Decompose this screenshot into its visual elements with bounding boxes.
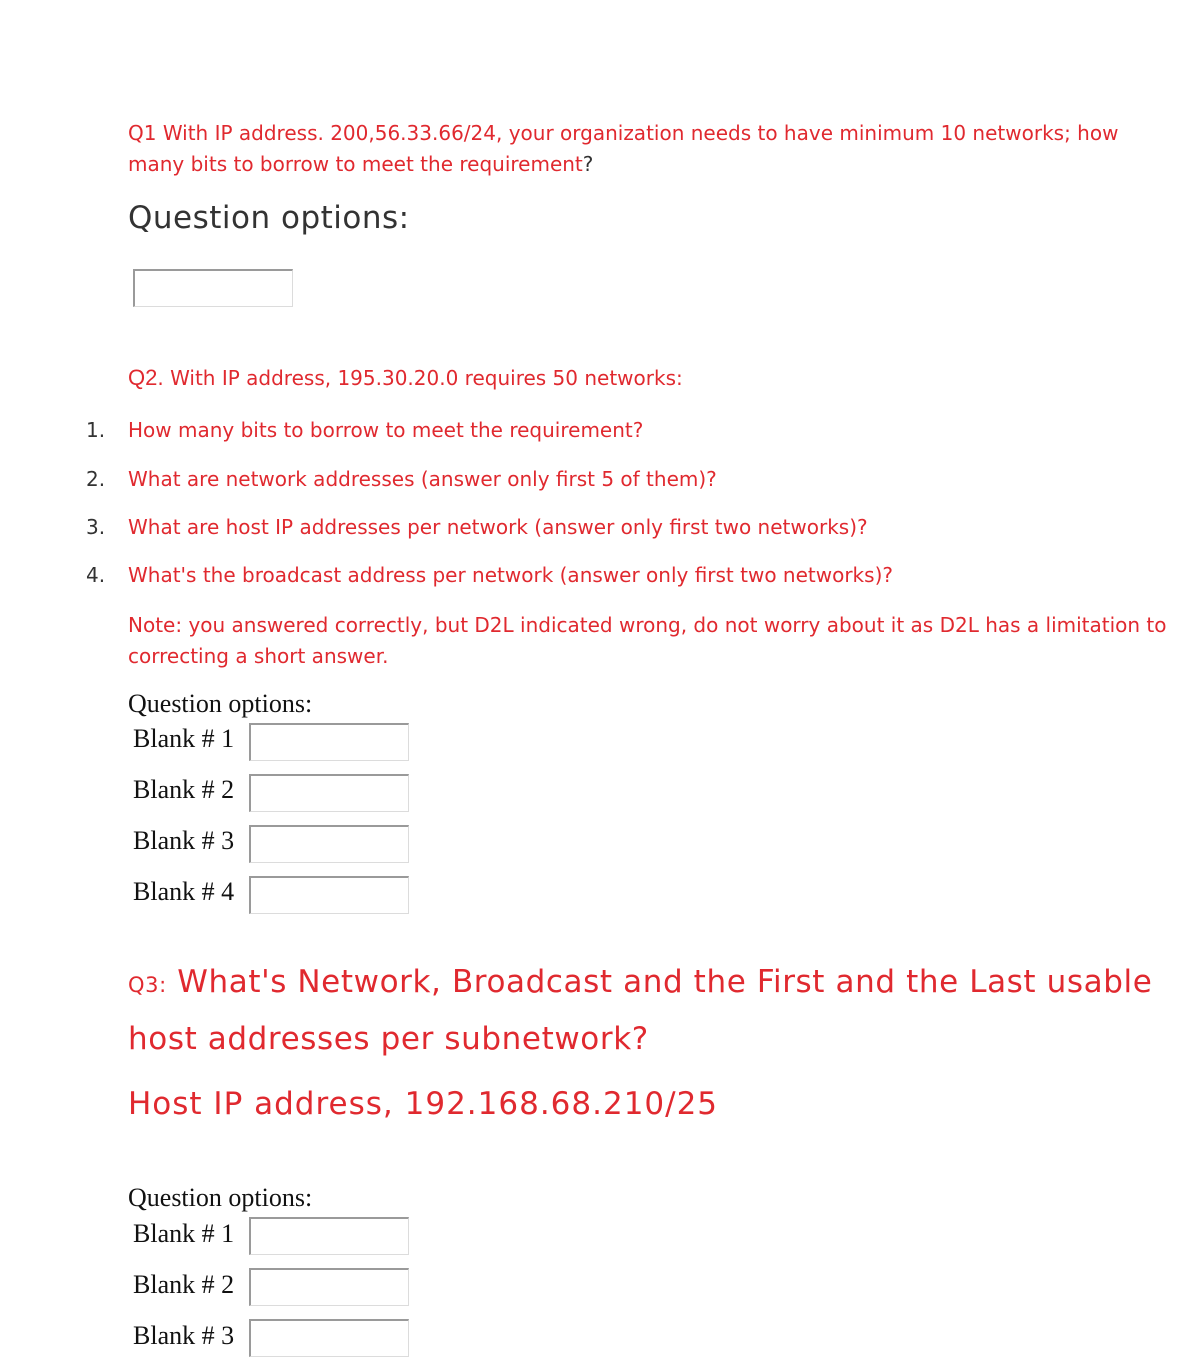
list-item-number: 4. xyxy=(86,563,106,587)
list-item-number: 1. xyxy=(86,418,106,442)
q1-question-text: Q1 With IP address. 200,56.33.66/24, your organization needs to have minimum 10 networks; how many bits to borrow to meet the requirement xyxy=(128,121,1119,176)
q2-question xyxy=(128,365,683,391)
q2-blank-1-input[interactable] xyxy=(249,723,409,761)
q2-blank-3-label: Blank # 3 xyxy=(133,826,235,855)
list-item-text: What's the broadcast address per network (answer only first two networks)? xyxy=(128,563,893,587)
q3-blank-3-label: Blank # 3 xyxy=(133,1321,235,1350)
q3-question xyxy=(128,955,1178,1066)
q1-options-label: Question options: xyxy=(128,200,410,236)
q2-blank-3-input[interactable] xyxy=(249,825,409,863)
q3-blank-1-input[interactable] xyxy=(249,1217,409,1255)
q2-blank-2-label: Blank # 2 xyxy=(133,775,235,804)
q2-note: Note: you answered correctly, but D2L indicated wrong, do not worry about it as D2L has a limitation to correcting a short answer. xyxy=(128,613,1167,668)
q3-options-label: Question options: xyxy=(128,1183,313,1212)
q3-question-text: What's Network, Broadcast and the First and the Last usable host addresses per subnetwork? xyxy=(128,964,1153,1057)
list-item-number: 2. xyxy=(86,467,106,491)
q1-question xyxy=(128,118,1178,180)
q2-blank-4-label: Blank # 4 xyxy=(133,877,235,906)
q3-blank-1-label: Blank # 1 xyxy=(133,1219,235,1248)
list-item-number: 3. xyxy=(86,515,106,539)
q2-blank-4-input[interactable] xyxy=(249,876,409,914)
q3-host-address: Host IP address, 192.168.68.210/25 xyxy=(128,1086,719,1122)
q2-prefix: Q2 xyxy=(128,365,158,390)
q3-prefix: Q3: xyxy=(128,973,167,997)
q2-options-label: Question options: xyxy=(128,689,313,718)
q2-question-text: . With IP address, 195.30.20.0 requires 50 networks: xyxy=(157,366,683,390)
q1-answer-input[interactable] xyxy=(133,269,293,307)
q2-blank-2-input[interactable] xyxy=(249,774,409,812)
q1-question-mark: ? xyxy=(582,152,594,176)
list-item-text: What are network addresses (answer only first 5 of them)? xyxy=(128,467,717,491)
list-item-text: What are host IP addresses per network (answer only first two networks)? xyxy=(128,515,868,539)
q3-blank-3-input[interactable] xyxy=(249,1319,409,1357)
q2-blank-1-label: Blank # 1 xyxy=(133,724,235,753)
q3-blank-2-input[interactable] xyxy=(249,1268,409,1306)
list-item-text: How many bits to borrow to meet the requirement? xyxy=(128,418,644,442)
q3-blank-2-label: Blank # 2 xyxy=(133,1270,235,1299)
